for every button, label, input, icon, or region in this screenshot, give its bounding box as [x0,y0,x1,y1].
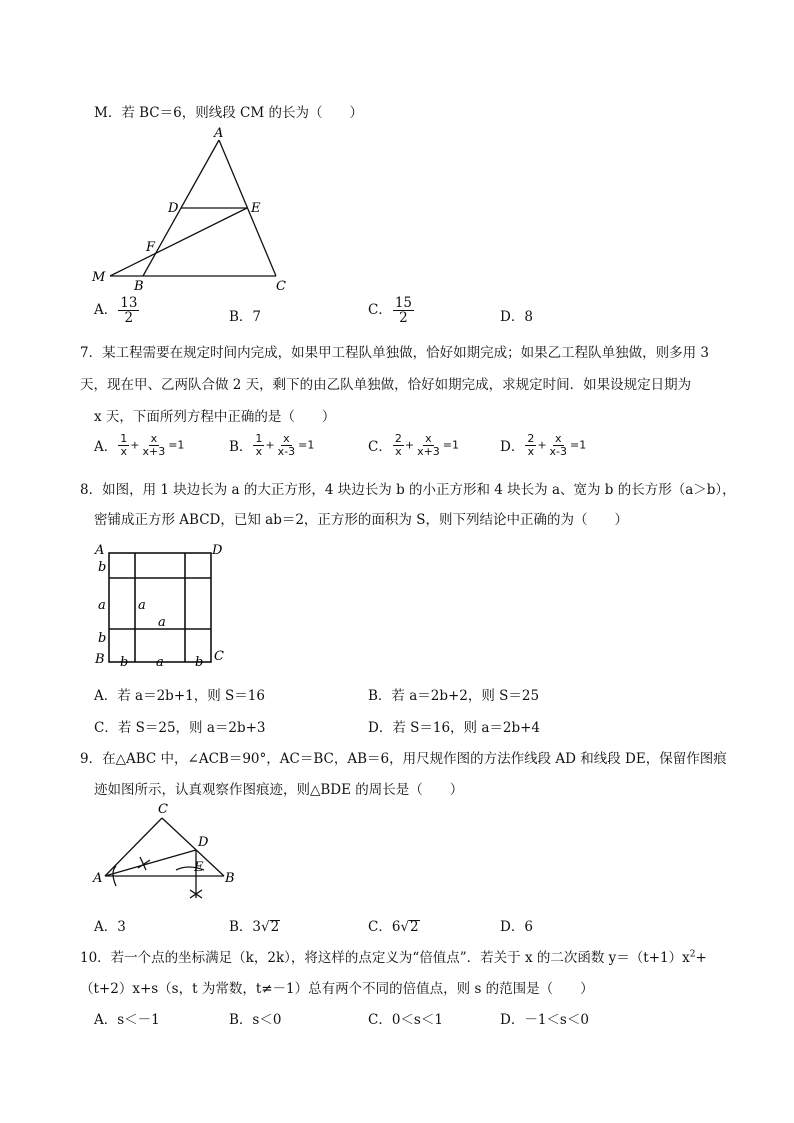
q7-line-2: 天，现在甲、乙两队合做 2 天，剩下的由乙队单独做，恰好如期完成，求规定时间．如果设规定日期为 [80,377,692,393]
q7-option-c: C． $\frac{2}{x}$ + $\frac{x}{x+3}$ =1 [368,432,460,458]
q10-option-d: D．－1＜s＜0 [500,1012,589,1028]
q8-square-tiling-figure [90,538,240,673]
label-D: D [168,201,179,216]
q10-option-b: B．s＜0 [229,1012,282,1028]
q9-compass-construction-figure [90,798,250,908]
label-D: D [198,835,209,850]
label-B: B [95,652,105,667]
q9-option-b: B．3√2 [229,919,280,935]
label-B: B [225,871,235,886]
label-F: F [146,240,156,255]
label-B: B [134,279,144,294]
label-C: C [276,279,286,294]
label-C: C [158,802,168,817]
q6-option-d: D．8 [500,309,533,325]
q10-option-c: C．0＜s＜1 [368,1012,443,1028]
q6-option-c: C． $\frac{15}{2}$ [368,295,413,327]
inner-a-horizontal: a [158,615,166,630]
q8-line-1: 8．如图，用 1 块边长为 a 的大正方形，4 块边长为 b 的小正方形和 4 块长为 a、宽为 b 的长方形（a＞b）， [80,482,736,498]
q9-option-d: D．6 [500,919,533,935]
q10-line-2: （t+2）x+s（s，t 为常数，t≠－1）总有两个不同的倍值点，则 s 的范围是（ ） [80,981,594,997]
q9-option-a: A．3 [94,919,126,935]
q10-option-a: A．s＜－1 [94,1012,160,1028]
label-A: A [95,543,105,558]
q8-option-a: A．若 a＝2b+1，则 S＝16 [94,688,265,704]
fraction: $\frac{13}{2}$ [120,295,138,327]
side-b-lower: b [98,631,107,646]
bottom-b-right: b [195,655,204,670]
q8-option-c: C．若 S＝25，则 a＝2b+3 [94,720,266,736]
q6-option-a: A． $\frac{13}{2}$ [94,295,138,327]
q8-line-2: 密铺成正方形 ABCD，已知 ab＝2，正方形的面积为 S，则下列结论中正确的为（ ） [94,512,628,528]
q6-stem-tail: M．若 BC＝6，则线段 CM 的长为（ ） [94,105,363,121]
q7-option-b: B． $\frac{1}{x}$ + $\frac{x}{x-3}$ =1 [229,432,315,458]
label-E: E [194,860,204,875]
label-A: A [93,871,103,886]
label-E: E [251,201,261,216]
q8-option-b: B．若 a＝2b+2，则 S＝25 [368,688,540,704]
q7-option-d: D． $\frac{2}{x}$ + $\frac{x}{x-3}$ =1 [500,432,587,458]
q8-option-d: D．若 S＝16，则 a＝2b+4 [368,720,541,736]
label-C: C [214,649,224,664]
q9-line-2: 迹如图所示，认真观察作图痕迹，则△BDE 的周长是（ ） [94,782,464,798]
fraction: $\frac{15}{2}$ [394,295,413,327]
label-D: D [212,543,223,558]
side-b-top: b [98,560,107,575]
bottom-b-left: b [120,655,129,670]
q7-line-3: x 天，下面所列方程中正确的是（ ） [94,409,336,425]
side-a-left: a [98,598,106,613]
line-ME [110,208,247,276]
bottom-a: a [156,655,164,670]
label-M: M [92,270,106,285]
label-A: A [214,126,224,141]
q6-triangle-figure [88,124,298,294]
q9-option-c: C．6√2 [368,919,419,935]
q6-option-b: B．7 [229,309,262,325]
q7-line-1: 7．某工程需要在规定时间内完成，如果甲工程队单独做，恰好如期完成；如果乙工程队单独做，则多用 3 [80,345,709,361]
q9-line-1: 9．在△ABC 中，∠ACB＝90°，AC＝BC，AB＝6，用尺规作图的方法作线段 AD 和线段 DE，保留作图痕 [80,751,727,767]
inner-a-vertical: a [138,598,146,613]
q10-line-1: 10．若一个点的坐标满足（k，2k），将这样的点定义为“倍值点”．若关于 x 的二次函数 $y=(t+1)x^2+$ [80,949,707,966]
q7-option-a: A． $\frac{1}{x}$ + $\frac{x}{x+3}$ =1 [94,432,185,458]
